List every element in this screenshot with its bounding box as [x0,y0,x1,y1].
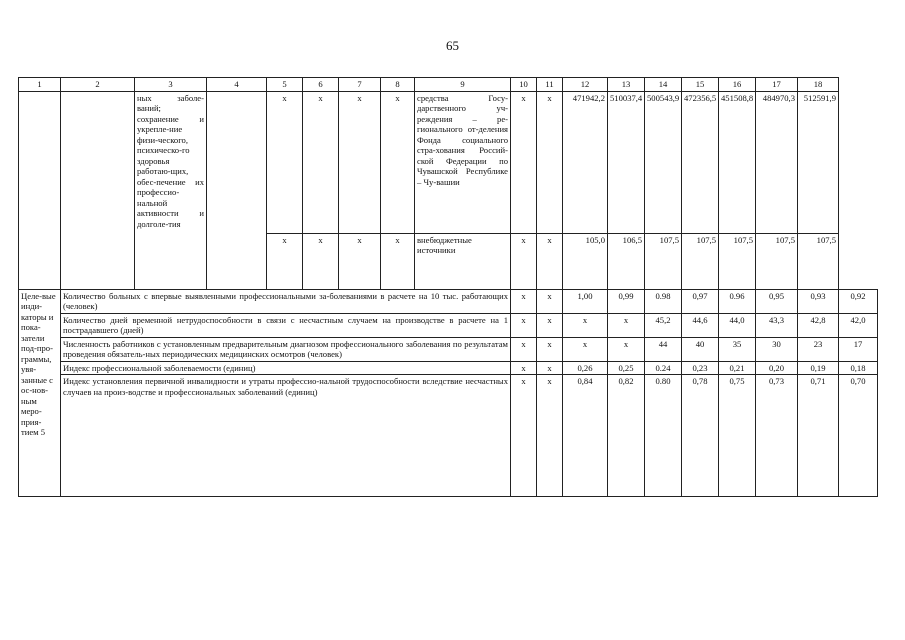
col-header: 1 [19,78,61,92]
indicator-row [19,290,878,314]
col-header: 16 [719,78,756,92]
indicator-text: Численность работников с установленным предварительным диагнозом профессионального заболевания по результатам проведения обязатель-ных периодических медицинских осмотров (человек) [61,337,511,361]
table-cell: х [537,375,563,497]
table-cell: 40 [682,337,719,361]
column-number-row [19,78,878,92]
table-cell: х [608,337,645,361]
col-header: 13 [608,78,645,92]
table-cell: х [511,337,537,361]
table-cell: 105,0 [563,234,608,290]
table-cell: х [511,290,537,314]
col-header: 17 [756,78,798,92]
table-cell: 0,97 [682,290,719,314]
col-header: 9 [415,78,511,92]
table-cell: х [537,234,563,290]
table-cell: 0,82 [608,375,645,497]
table-cell: 43,3 [756,313,798,337]
table-cell: 0.96 [719,290,756,314]
indicator-row [19,337,878,361]
table-cell: 0,99 [608,290,645,314]
col-header: 4 [207,78,267,92]
table-cell: 42,0 [839,313,878,337]
table-cell: 44,0 [719,313,756,337]
program-table [18,77,878,497]
table-cell: 0,23 [682,361,719,374]
table-cell: х [511,361,537,374]
col-header: 15 [682,78,719,92]
table-cell: 0,70 [839,375,878,497]
table-cell: х [563,337,608,361]
col-header: 18 [798,78,839,92]
table-cell: 23 [798,337,839,361]
table-cell: 484970,3 [756,92,798,234]
table-cell: х [537,290,563,314]
table-cell: 0,78 [682,375,719,497]
table-cell: х [339,234,381,290]
table-cell: 44,6 [682,313,719,337]
table-cell: 17 [839,337,878,361]
table-cell: 107,5 [756,234,798,290]
col-header: 6 [303,78,339,92]
col-header: 10 [511,78,537,92]
table-cell: 106,5 [608,234,645,290]
funding-source: средства Госу-дарственного уч-реждения – ре-гионального от-деления Фонда социального стра-хования Россий-ской Федерации по Чувашской Республике – Чу-вашии [415,92,511,234]
table-cell: х [563,313,608,337]
table-cell: 0,20 [756,361,798,374]
table-cell: х [537,337,563,361]
table-cell: х [303,234,339,290]
table-cell: х [267,92,303,234]
table-cell: 0.98 [645,290,682,314]
col-header: 8 [381,78,415,92]
table-cell: х [381,92,415,234]
indicator-text: Индекс установления первичной инвалидности и утраты профессио-нальной трудоспособности вследствие несчастных случаев на произ-водстве и профессиональных заболеваний (единиц) [61,375,511,497]
indicator-text: Количество больных с впервые выявленными профессиональными за-болеваниями в расчете на 10 тыс. работающих (человек) [61,290,511,314]
cell-empty [207,92,267,290]
table-cell: 0,26 [563,361,608,374]
table-cell: 0.24 [645,361,682,374]
table-cell: х [608,313,645,337]
table-cell: 0.80 [645,375,682,497]
indicator-row [19,375,878,497]
table-cell: 451508,8 [719,92,756,234]
table-cell: 0,84 [563,375,608,497]
col-header: 12 [563,78,608,92]
col-header: 11 [537,78,563,92]
table-cell: 500543,9 [645,92,682,234]
table-cell: 45,2 [645,313,682,337]
col-header: 2 [61,78,135,92]
table-cell: х [511,92,537,234]
table-cell: х [511,313,537,337]
indicator-row [19,313,878,337]
table-cell: 0,21 [719,361,756,374]
table-cell: 0,71 [798,375,839,497]
cell-empty [61,92,135,290]
funding-source: внебюджетные источники [415,234,511,290]
table-cell: х [267,234,303,290]
measure-description: ных заболе-ваний; сохранение и укрепле-ние физи-ческого, психическо-го здоровья работаю-щих, обес-печение их профессио-нальной активности и долголе-тия [135,92,207,290]
table-row [19,92,878,234]
table-cell: 0,25 [608,361,645,374]
table-cell: 0,19 [798,361,839,374]
col-header: 7 [339,78,381,92]
col-header: 3 [135,78,207,92]
table-cell: 44 [645,337,682,361]
table-cell: 0,92 [839,290,878,314]
table-cell: 35 [719,337,756,361]
page-number: 65 [446,38,459,53]
table-cell: х [537,92,563,234]
table-cell: 107,5 [719,234,756,290]
table-cell: х [537,361,563,374]
table-cell: х [303,92,339,234]
table-cell: х [511,234,537,290]
table-cell: 472356,5 [682,92,719,234]
table-cell: 0,18 [839,361,878,374]
indicator-text: Количество дней временной нетрудоспособности в связи с несчастным случаем на производстве в расчете на 1 пострадавшего (дней) [61,313,511,337]
table-cell: х [537,313,563,337]
table-cell: х [339,92,381,234]
indicators-label: Целе-вые инди-каторы и пока-затели под-про-граммы, увя-занные с ос-нов-ным меро-прия-тием 5 [19,290,61,497]
table-cell: 0,95 [756,290,798,314]
table-cell: 512591,9 [798,92,839,234]
table-cell: 0,93 [798,290,839,314]
table-cell: 471942,2 [563,92,608,234]
cell-empty [19,92,61,290]
table-cell: 510037,4 [608,92,645,234]
table-cell: х [381,234,415,290]
table-cell: 107,5 [645,234,682,290]
col-header: 5 [267,78,303,92]
table-cell: 0,75 [719,375,756,497]
table-cell: 42,8 [798,313,839,337]
table-cell: 0,73 [756,375,798,497]
table-cell: х [511,375,537,497]
indicator-row [19,361,878,374]
table-cell: 1,00 [563,290,608,314]
col-header: 14 [645,78,682,92]
table-cell: 30 [756,337,798,361]
indicator-text: Индекс профессиональной заболеваемости (единиц) [61,361,511,374]
table-cell: 107,5 [682,234,719,290]
table-cell: 107,5 [798,234,839,290]
